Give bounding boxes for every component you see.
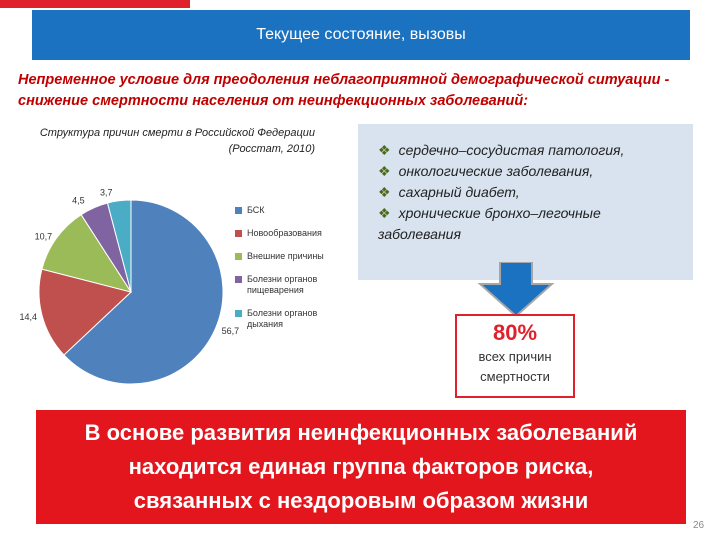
legend-item [235, 251, 350, 262]
legend-label: БСК [247, 205, 265, 215]
legend-item [235, 274, 350, 296]
diamond-bullet-icon: ❖ [378, 142, 391, 158]
data-label: 14,4 [19, 312, 37, 323]
legend-label: Болезни органов дыхания [247, 308, 318, 329]
header-bar [32, 10, 690, 60]
data-label: 10,7 [34, 231, 53, 242]
legend-swatch [235, 276, 242, 283]
risk-list [358, 124, 693, 280]
accent-tab [0, 0, 190, 8]
diamond-bullet-icon: ❖ [378, 184, 391, 200]
pie-chart-svg [19, 180, 240, 380]
banner-line-1: В основе развития неинфекционных заболеваний [84, 420, 638, 445]
legend-swatch [235, 253, 242, 260]
percent-value: 80% [492, 320, 538, 345]
percent-label-1: всех причин [478, 349, 552, 364]
diamond-bullet-icon: ❖ [378, 163, 391, 179]
banner-line-3: связанных с нездоровым образом жизни [133, 488, 589, 513]
legend-swatch [235, 230, 242, 237]
diamond-bullet-icon: ❖ [378, 205, 391, 221]
legend-swatch [235, 310, 242, 317]
list-item: ❖ сердечно–сосудистая патология, [378, 142, 625, 158]
pie-chart [19, 125, 345, 375]
legend-label: Болезни органов пищеварения [247, 274, 318, 295]
chart-title: Структура причин смерти в Российской Федерации (Росстат, 2010) [39, 127, 315, 155]
legend-item [235, 205, 350, 216]
list-item: ❖ онкологические заболевания, [378, 163, 594, 179]
legend-swatch [235, 207, 242, 214]
page-number: 26 [693, 520, 705, 531]
risk-factors-banner [36, 410, 686, 524]
percent-label-2: смертности [480, 369, 550, 384]
legend-label: Внешние причины [247, 251, 324, 261]
data-label: 56,7 [221, 325, 240, 336]
percent-callout [455, 314, 575, 398]
legend-item [235, 228, 350, 239]
data-label: 4,5 [72, 195, 85, 206]
legend-item [235, 308, 350, 330]
list-item: ❖ хронические бронхо–легочные заболевания [378, 205, 601, 242]
down-arrow-icon [478, 262, 554, 318]
banner-line-2: находится единая группа факторов риска, [128, 454, 594, 479]
chart-legend [235, 205, 350, 342]
subtitle: Непременное условие для преодоления неблагоприятной демографической ситуации - снижение смертности населения от неинфекционных заболеваний: [18, 72, 670, 109]
list-item: ❖ сахарный диабет, [378, 184, 520, 200]
data-label: 3,7 [99, 187, 113, 198]
page-title: Текущее состояние, вызовы [256, 26, 466, 43]
legend-label: Новообразования [247, 228, 322, 238]
